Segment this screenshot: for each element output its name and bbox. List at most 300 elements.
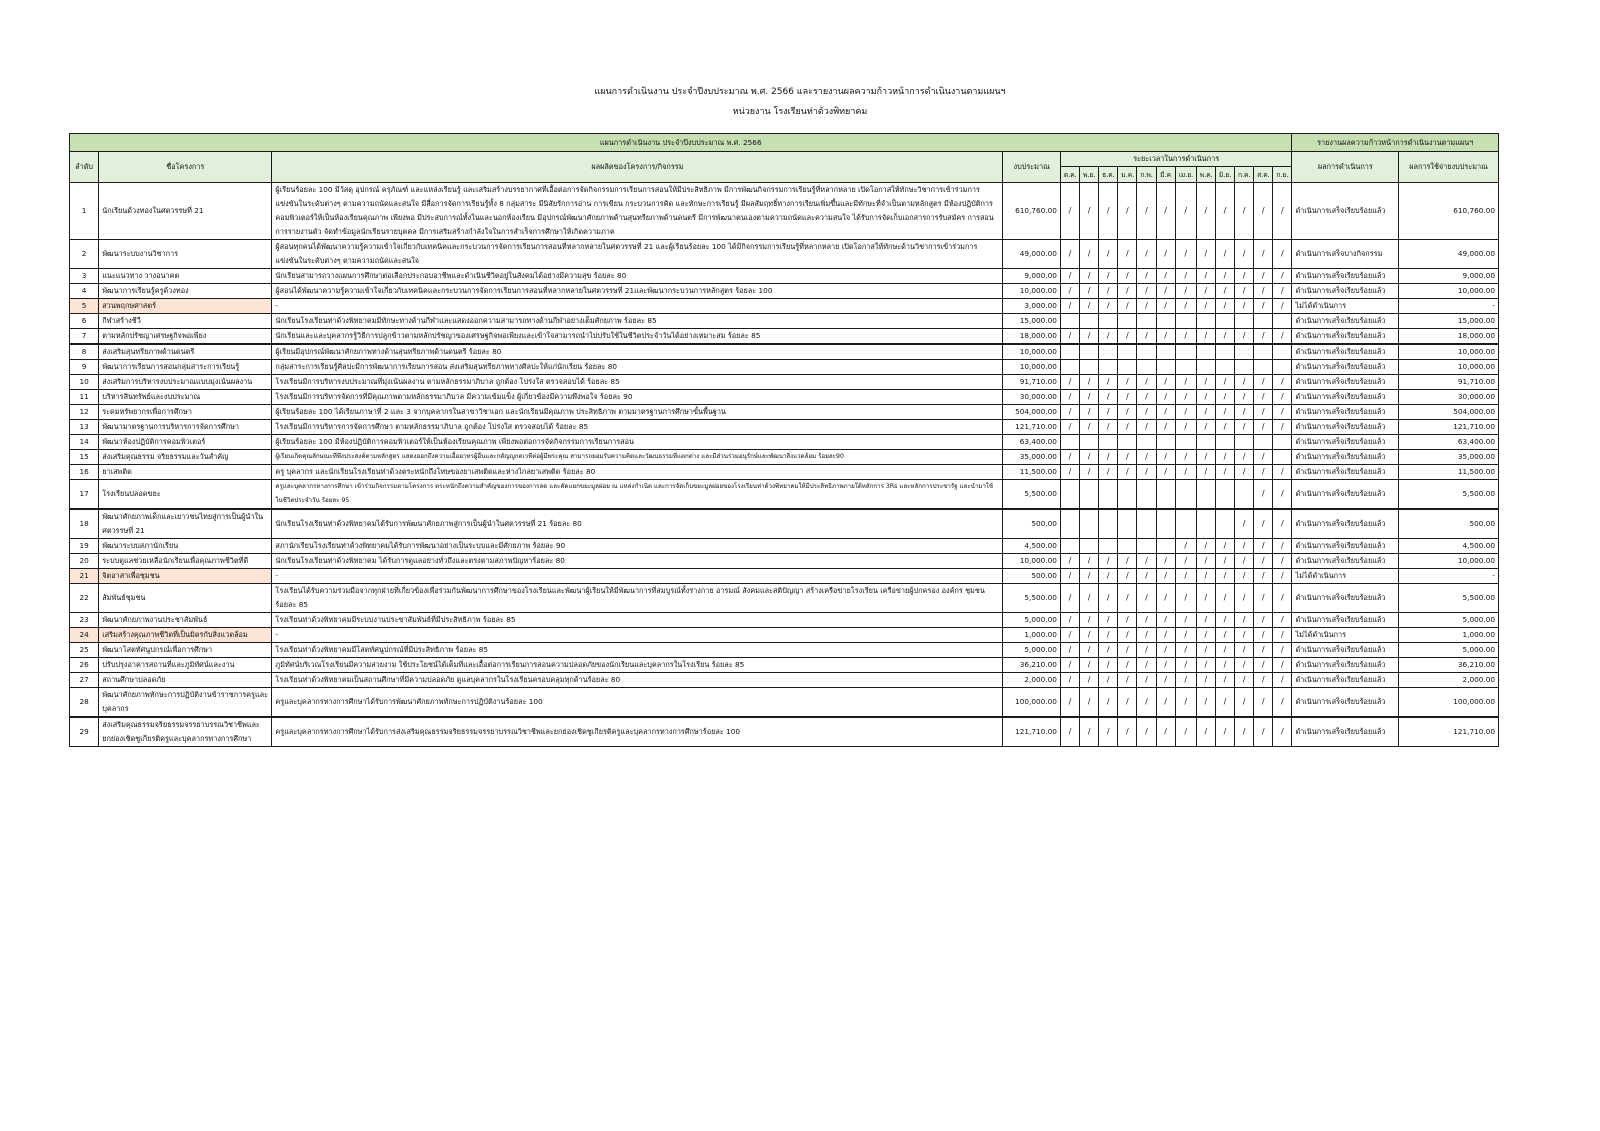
month-mark: / xyxy=(1060,465,1079,480)
result-status: ดำเนินการเสร็จเรียบร้อยแล้ว xyxy=(1292,688,1399,718)
month-mark: / xyxy=(1060,688,1079,718)
table-row xyxy=(70,628,1499,643)
project-name: ระบบดูแลช่วยเหลือนักเรียนเพื่อคุณภาพชีวิตที่ดี xyxy=(99,554,272,569)
month-mark: / xyxy=(1235,269,1254,284)
month-mark: / xyxy=(1060,658,1079,673)
table-row xyxy=(70,420,1499,435)
month-mark: / xyxy=(1060,717,1079,747)
month-mark: / xyxy=(1060,269,1079,284)
month-mark: / xyxy=(1215,420,1234,435)
row-number: 20 xyxy=(70,554,99,569)
month-mark xyxy=(1099,509,1118,539)
header-month: ก.พ. xyxy=(1137,167,1156,183)
month-mark xyxy=(1175,344,1196,360)
project-name: พัฒนาศักยภาพทักษะการปฏิบัติงานข้าราชการครูและบุคลากร xyxy=(99,688,272,718)
group-header-row xyxy=(70,134,1499,152)
month-mark: / xyxy=(1175,450,1196,465)
row-number: 8 xyxy=(70,344,99,360)
month-mark: / xyxy=(1175,569,1196,584)
table-row xyxy=(70,299,1499,314)
month-mark: / xyxy=(1060,569,1079,584)
month-mark xyxy=(1254,314,1273,329)
month-mark: / xyxy=(1156,405,1175,420)
row-number: 11 xyxy=(70,390,99,405)
month-mark: / xyxy=(1060,450,1079,465)
month-mark xyxy=(1099,435,1118,450)
result-status: ดำเนินการเสร็จเรียบร้อยแล้ว xyxy=(1292,673,1399,688)
result-status: ดำเนินการเสร็จเรียบร้อยแล้ว xyxy=(1292,314,1399,329)
month-mark xyxy=(1254,435,1273,450)
row-number: 28 xyxy=(70,688,99,718)
spent-amount: 5,000.00 xyxy=(1399,613,1499,628)
month-mark: / xyxy=(1254,450,1273,465)
month-mark xyxy=(1137,480,1156,510)
project-name: บริหารสินทรัพย์และงบประมาณ xyxy=(99,390,272,405)
month-mark xyxy=(1175,435,1196,450)
month-mark: / xyxy=(1273,183,1292,240)
spent-amount: 121,710.00 xyxy=(1399,420,1499,435)
month-mark xyxy=(1137,344,1156,360)
month-mark: / xyxy=(1235,284,1254,299)
spent-amount: 10,000.00 xyxy=(1399,360,1499,375)
table-row xyxy=(70,375,1499,390)
result-status: ดำเนินการเสร็จเรียบร้อยแล้ว xyxy=(1292,284,1399,299)
month-mark: / xyxy=(1175,688,1196,718)
month-mark: / xyxy=(1215,539,1234,554)
month-mark: / xyxy=(1156,658,1175,673)
month-mark xyxy=(1235,435,1254,450)
month-mark xyxy=(1080,314,1099,329)
month-mark: / xyxy=(1099,183,1118,240)
spent-amount: 15,000.00 xyxy=(1399,314,1499,329)
month-mark: / xyxy=(1099,688,1118,718)
header-no: ลำดับ xyxy=(70,152,99,183)
month-mark: / xyxy=(1137,183,1156,240)
month-mark: / xyxy=(1175,584,1196,613)
month-mark: / xyxy=(1175,375,1196,390)
month-mark xyxy=(1156,480,1175,510)
month-mark xyxy=(1099,314,1118,329)
budget-amount: 5,500.00 xyxy=(1003,584,1060,613)
month-mark: / xyxy=(1235,509,1254,539)
month-mark: / xyxy=(1060,613,1079,628)
table-row xyxy=(70,344,1499,360)
month-mark: / xyxy=(1273,509,1292,539)
header-month: มี.ค xyxy=(1156,167,1175,183)
month-mark: / xyxy=(1118,240,1137,269)
table-row xyxy=(70,717,1499,747)
project-name: ส่งเสริมคุณธรรมจริยธรรมจรรยาบรรณวิชาชีพและยกย่องเชิดชูเกียรติครูและบุคลากรทางการศึกษา xyxy=(99,717,272,747)
table-row xyxy=(70,450,1499,465)
month-mark: / xyxy=(1080,613,1099,628)
table-row xyxy=(70,465,1499,480)
month-mark xyxy=(1196,344,1215,360)
month-mark: / xyxy=(1137,658,1156,673)
month-mark: / xyxy=(1215,465,1234,480)
month-mark: / xyxy=(1196,673,1215,688)
month-mark: / xyxy=(1196,284,1215,299)
result-status: ดำเนินการเสร็จเรียบร้อยแล้ว xyxy=(1292,405,1399,420)
month-mark: / xyxy=(1273,613,1292,628)
project-name: จิตอาสาเพื่อชุมชน xyxy=(99,569,272,584)
table-row xyxy=(70,509,1499,539)
month-mark: / xyxy=(1137,717,1156,747)
result-status: ดำเนินการเสร็จเรียบร้อยแล้ว xyxy=(1292,613,1399,628)
row-number: 27 xyxy=(70,673,99,688)
budget-amount: 5,000.00 xyxy=(1003,643,1060,658)
result-status: ไม่ได้ดำเนินการ xyxy=(1292,299,1399,314)
month-mark xyxy=(1060,480,1079,510)
table-row xyxy=(70,240,1499,269)
project-output: ผู้เรียนร้อยละ 100 ได้เรียนภาษาที่ 2 และ 3 จากบุคลากรในสาขาวิชาเอก และนักเรียนมีคุณภาพ ประสิทธิภาพ ตามมาตรฐานการศึกษาขั้นพื้นฐาน xyxy=(272,405,1003,420)
month-mark xyxy=(1080,509,1099,539)
project-output: ครูและบุคลากรทางการศึกษาได้รับการพัฒนาศักยภาพทักษะการปฏิบัติงานร้อยละ 100 xyxy=(272,688,1003,718)
month-mark: / xyxy=(1137,569,1156,584)
month-mark: / xyxy=(1175,420,1196,435)
month-mark: / xyxy=(1156,450,1175,465)
month-mark: / xyxy=(1156,569,1175,584)
month-mark: / xyxy=(1196,569,1215,584)
month-mark xyxy=(1235,344,1254,360)
row-number: 13 xyxy=(70,420,99,435)
month-mark xyxy=(1060,435,1079,450)
month-mark: / xyxy=(1080,628,1099,643)
budget-amount: 3,000.00 xyxy=(1003,299,1060,314)
month-mark: / xyxy=(1273,420,1292,435)
result-status: ดำเนินการเสร็จบางกิจกรรม xyxy=(1292,240,1399,269)
spent-amount: 35,000.00 xyxy=(1399,450,1499,465)
month-mark xyxy=(1099,539,1118,554)
month-mark: / xyxy=(1175,628,1196,643)
month-mark: / xyxy=(1254,284,1273,299)
month-mark: / xyxy=(1273,554,1292,569)
spent-amount: 30,000.00 xyxy=(1399,390,1499,405)
spent-amount: 10,000.00 xyxy=(1399,344,1499,360)
document-subtitle: หน่วยงาน โรงเรียนท่าด้วงพิทยาคม xyxy=(732,107,868,117)
month-mark: / xyxy=(1118,183,1137,240)
month-mark: / xyxy=(1175,329,1196,345)
table-row xyxy=(70,569,1499,584)
month-mark xyxy=(1156,344,1175,360)
budget-amount: 30,000.00 xyxy=(1003,390,1060,405)
project-output: โรงเรียนมีการบริหารการจัดการศึกษา ตามหลักธรรมาภิบาล ถูกต้อง โปร่งใส ตรวจสอบได้ ร้อยละ 85 xyxy=(272,420,1003,435)
month-mark xyxy=(1175,360,1196,375)
month-mark: / xyxy=(1175,658,1196,673)
month-mark xyxy=(1273,450,1292,465)
month-mark: / xyxy=(1060,554,1079,569)
budget-amount: 500.00 xyxy=(1003,509,1060,539)
month-mark: / xyxy=(1137,375,1156,390)
month-mark: / xyxy=(1137,554,1156,569)
row-number: 23 xyxy=(70,613,99,628)
document-title: แผนการดำเนินงาน ประจำปีงบประมาณ พ.ศ. 2566 และรายงานผลความก้าวหน้าการดำเนินงานตามแผนฯ xyxy=(594,87,1006,97)
month-mark: / xyxy=(1156,390,1175,405)
month-mark: / xyxy=(1080,717,1099,747)
month-mark: / xyxy=(1060,299,1079,314)
row-number: 9 xyxy=(70,360,99,375)
result-status: ดำเนินการเสร็จเรียบร้อยแล้ว xyxy=(1292,643,1399,658)
month-mark: / xyxy=(1215,329,1234,345)
month-mark: / xyxy=(1196,539,1215,554)
row-number: 18 xyxy=(70,509,99,539)
month-mark: / xyxy=(1235,450,1254,465)
month-mark: / xyxy=(1175,240,1196,269)
month-mark: / xyxy=(1273,390,1292,405)
month-mark: / xyxy=(1118,628,1137,643)
spent-amount: 100,000.00 xyxy=(1399,688,1499,718)
month-mark: / xyxy=(1099,269,1118,284)
month-mark: / xyxy=(1273,480,1292,510)
row-number: 17 xyxy=(70,480,99,510)
spent-amount: 2,000.00 xyxy=(1399,673,1499,688)
project-output: กลุ่มสาระการเรียนรู้ศิลปะมีการพัฒนาการเรียนการสอน ส่งเสริมสุนทรียภาพทางศิลปะให้แก่นักเรียน ร้อยละ 80 xyxy=(272,360,1003,375)
table-row xyxy=(70,554,1499,569)
month-mark xyxy=(1118,480,1137,510)
month-mark xyxy=(1118,360,1137,375)
month-mark: / xyxy=(1196,240,1215,269)
month-mark: / xyxy=(1156,329,1175,345)
month-mark: / xyxy=(1118,673,1137,688)
project-output: นักเรียนโรงเรียนท่าด้วงพิทยาคมมีทักษะทางด้านกีฬาและแสดงออกความสามารถทางด้านกีฬาอย่างเต็มศักยภาพ ร้อยละ 85 xyxy=(272,314,1003,329)
month-mark: / xyxy=(1137,299,1156,314)
month-mark: / xyxy=(1060,329,1079,345)
month-mark: / xyxy=(1175,673,1196,688)
budget-amount: 9,000.00 xyxy=(1003,269,1060,284)
month-mark: / xyxy=(1156,673,1175,688)
month-mark xyxy=(1196,435,1215,450)
month-mark: / xyxy=(1137,284,1156,299)
project-output: โรงเรียนได้รับความร่วมมือจากทุกฝ่ายที่เกี่ยวข้องเพื่อร่วมกันพัฒนาการศึกษาของโรงเรียนและพัฒนาผู้เรียนให้มีพัฒนาการที่สมบูรณ์ทั้งร่างกาย อารมณ์ สังคมและสติปัญญา สร้างเครือข่ายโรงเรียน เครือข่ายผู้ปกครอง องค์กร ชุมชน ร้อยละ 85 xyxy=(272,584,1003,613)
month-mark: / xyxy=(1080,284,1099,299)
project-name: พัฒนาระบบงานวิชาการ xyxy=(99,240,272,269)
month-mark: / xyxy=(1235,405,1254,420)
month-mark xyxy=(1099,360,1118,375)
month-mark: / xyxy=(1080,688,1099,718)
month-mark: / xyxy=(1060,390,1079,405)
month-mark: / xyxy=(1254,658,1273,673)
month-mark: / xyxy=(1099,569,1118,584)
table-row xyxy=(70,183,1499,240)
month-mark xyxy=(1137,509,1156,539)
month-mark: / xyxy=(1099,554,1118,569)
month-mark: / xyxy=(1080,673,1099,688)
month-mark xyxy=(1080,344,1099,360)
project-name: ปรับปรุงอาคารสถานที่และภูมิทัศน์และงาน xyxy=(99,658,272,673)
month-mark: / xyxy=(1099,420,1118,435)
result-status: ไม่ได้ดำเนินการ xyxy=(1292,569,1399,584)
month-mark xyxy=(1273,314,1292,329)
result-status: ดำเนินการเสร็จเรียบร้อยแล้ว xyxy=(1292,480,1399,510)
month-mark: / xyxy=(1175,465,1196,480)
month-mark: / xyxy=(1137,269,1156,284)
project-output: - xyxy=(272,299,1003,314)
month-mark: / xyxy=(1080,584,1099,613)
month-mark: / xyxy=(1215,673,1234,688)
month-mark: / xyxy=(1099,717,1118,747)
result-status: ดำเนินการเสร็จเรียบร้อยแล้ว xyxy=(1292,539,1399,554)
month-mark: / xyxy=(1175,284,1196,299)
project-name: กีฬาสร้างชีวี xyxy=(99,314,272,329)
month-mark: / xyxy=(1137,329,1156,345)
month-mark: / xyxy=(1099,299,1118,314)
row-number: 14 xyxy=(70,435,99,450)
month-mark: / xyxy=(1099,658,1118,673)
table-row xyxy=(70,643,1499,658)
budget-amount: 610,760.00 xyxy=(1003,183,1060,240)
result-status: ดำเนินการเสร็จเรียบร้อยแล้ว xyxy=(1292,584,1399,613)
header-period: ระยะเวลาในการดำเนินการ xyxy=(1060,152,1292,167)
row-number: 25 xyxy=(70,643,99,658)
month-mark: / xyxy=(1215,269,1234,284)
month-mark: / xyxy=(1215,299,1234,314)
month-mark: / xyxy=(1118,390,1137,405)
month-mark: / xyxy=(1235,375,1254,390)
table-row xyxy=(70,539,1499,554)
project-name: พัฒนาการเรียนรู้ครูด้วงทอง xyxy=(99,284,272,299)
row-number: 26 xyxy=(70,658,99,673)
month-mark xyxy=(1215,344,1234,360)
spent-amount: 10,000.00 xyxy=(1399,554,1499,569)
month-mark: / xyxy=(1215,390,1234,405)
month-mark: / xyxy=(1235,539,1254,554)
project-output: โรงเรียนมีการบริหารงบประมาณที่มุ่งเน้นผลงาน ตามหลักธรรมาภิบาล ถูกต้อง โปร่งใส ตรวจสอบได้ ร้อยละ 85 xyxy=(272,375,1003,390)
month-mark: / xyxy=(1215,284,1234,299)
project-name: พัฒนาระบบสภานักเรียน xyxy=(99,539,272,554)
month-mark: / xyxy=(1137,240,1156,269)
month-mark: / xyxy=(1273,717,1292,747)
month-mark: / xyxy=(1080,450,1099,465)
month-mark: / xyxy=(1156,584,1175,613)
month-mark: / xyxy=(1254,509,1273,539)
month-mark: / xyxy=(1254,183,1273,240)
row-number: 4 xyxy=(70,284,99,299)
project-output: นักเรียนโรงเรียนท่าด้วงพิทยาคมได้รับการพัฒนาศักยภาพสู่การเป็นผู้นำในศตวรรษที่ 21 ร้อยละ 80 xyxy=(272,509,1003,539)
budget-amount: 10,000.00 xyxy=(1003,284,1060,299)
project-name: ตามหลักปรัชญาเศรษฐกิจพอเพียง xyxy=(99,329,272,345)
month-mark: / xyxy=(1080,329,1099,345)
month-mark: / xyxy=(1273,269,1292,284)
header-budget: งบประมาณ xyxy=(1003,152,1060,183)
month-mark: / xyxy=(1235,465,1254,480)
table-row xyxy=(70,673,1499,688)
spent-amount: 11,500.00 xyxy=(1399,465,1499,480)
month-mark: / xyxy=(1235,554,1254,569)
month-mark: / xyxy=(1175,405,1196,420)
table-row xyxy=(70,284,1499,299)
month-mark: / xyxy=(1254,569,1273,584)
month-mark xyxy=(1196,480,1215,510)
month-mark xyxy=(1254,360,1273,375)
project-output: - xyxy=(272,569,1003,584)
group-plan-header: แผนการดำเนินงาน ประจำปีงบประมาณ พ.ศ. 2566 xyxy=(70,134,1292,152)
budget-amount: 504,000.00 xyxy=(1003,405,1060,420)
row-number: 24 xyxy=(70,628,99,643)
month-mark: / xyxy=(1273,658,1292,673)
month-mark xyxy=(1254,344,1273,360)
month-mark: / xyxy=(1215,569,1234,584)
budget-amount: 15,000.00 xyxy=(1003,314,1060,329)
project-name: พัฒนาโสตทัศนูปกรณ์เพื่อการศึกษา xyxy=(99,643,272,658)
result-status: ดำเนินการเสร็จเรียบร้อยแล้ว xyxy=(1292,420,1399,435)
month-mark: / xyxy=(1215,613,1234,628)
table-row xyxy=(70,314,1499,329)
table-row xyxy=(70,658,1499,673)
month-mark xyxy=(1175,314,1196,329)
result-status: ดำเนินการเสร็จเรียบร้อยแล้ว xyxy=(1292,554,1399,569)
month-mark: / xyxy=(1118,658,1137,673)
month-mark: / xyxy=(1235,569,1254,584)
row-number: 16 xyxy=(70,465,99,480)
month-mark: / xyxy=(1156,240,1175,269)
month-mark xyxy=(1156,539,1175,554)
budget-amount: 18,000.00 xyxy=(1003,329,1060,345)
month-mark xyxy=(1060,360,1079,375)
month-mark: / xyxy=(1137,584,1156,613)
month-mark: / xyxy=(1273,688,1292,718)
header-output: ผลผลิตของโครงการ/กิจกรรม xyxy=(272,152,1003,183)
project-name: นักเรียนด้วงทองในศตวรรษที่ 21 xyxy=(99,183,272,240)
month-mark: / xyxy=(1273,405,1292,420)
month-mark: / xyxy=(1215,628,1234,643)
month-mark: / xyxy=(1215,183,1234,240)
month-mark: / xyxy=(1118,554,1137,569)
month-mark: / xyxy=(1273,329,1292,345)
result-status: ดำเนินการเสร็จเรียบร้อยแล้ว xyxy=(1292,658,1399,673)
month-mark: / xyxy=(1118,643,1137,658)
month-mark: / xyxy=(1156,465,1175,480)
header-month: เม.ย. xyxy=(1175,167,1196,183)
project-name: ส่งเสริมการบริหารงบประมาณแบบมุ่งเน้นผลงาน xyxy=(99,375,272,390)
month-mark: / xyxy=(1099,375,1118,390)
month-mark: / xyxy=(1175,390,1196,405)
budget-amount: 36,210.00 xyxy=(1003,658,1060,673)
month-mark xyxy=(1118,314,1137,329)
month-mark: / xyxy=(1254,329,1273,345)
month-mark: / xyxy=(1196,717,1215,747)
month-mark xyxy=(1080,480,1099,510)
month-mark: / xyxy=(1156,554,1175,569)
month-mark: / xyxy=(1080,375,1099,390)
budget-amount: 35,000.00 xyxy=(1003,450,1060,465)
month-mark: / xyxy=(1137,420,1156,435)
header-spent: ผลการใช้จ่ายงบประมาณ xyxy=(1399,152,1499,183)
month-mark: / xyxy=(1254,628,1273,643)
month-mark xyxy=(1175,509,1196,539)
month-mark: / xyxy=(1196,405,1215,420)
budget-amount: 121,710.00 xyxy=(1003,420,1060,435)
month-mark: / xyxy=(1175,183,1196,240)
month-mark: / xyxy=(1196,688,1215,718)
project-output: สภานักเรียนโรงเรียนท่าด้วงพิทยาคมได้รับการพัฒนาอย่างเป็นระบบและมีศักยภาพ ร้อยละ 90 xyxy=(272,539,1003,554)
month-mark: / xyxy=(1118,420,1137,435)
month-mark: / xyxy=(1060,628,1079,643)
month-mark: / xyxy=(1254,717,1273,747)
month-mark: / xyxy=(1273,643,1292,658)
header-result: ผลการดำเนินการ xyxy=(1292,152,1399,183)
month-mark: / xyxy=(1118,405,1137,420)
month-mark xyxy=(1060,539,1079,554)
month-mark xyxy=(1118,539,1137,554)
month-mark: / xyxy=(1060,284,1079,299)
project-output: ผู้เรียนร้อยละ 100 มีห้องปฏิบัติการคอมพิวเตอร์ให้เป็นห้องเรียนคุณภาพ เพียงพอต่อการจัดกิจกรรมการเรียนการสอน xyxy=(272,435,1003,450)
result-status: ไม่ได้ดำเนินการ xyxy=(1292,628,1399,643)
month-mark: / xyxy=(1196,465,1215,480)
result-status: ดำเนินการเสร็จเรียบร้อยแล้ว xyxy=(1292,465,1399,480)
budget-amount: 10,000.00 xyxy=(1003,344,1060,360)
group-report-header: รายงานผลความก้าวหน้าการดำเนินงานตามแผนฯ xyxy=(1292,134,1499,152)
header-project: ชื่อโครงการ xyxy=(99,152,272,183)
month-mark: / xyxy=(1175,643,1196,658)
